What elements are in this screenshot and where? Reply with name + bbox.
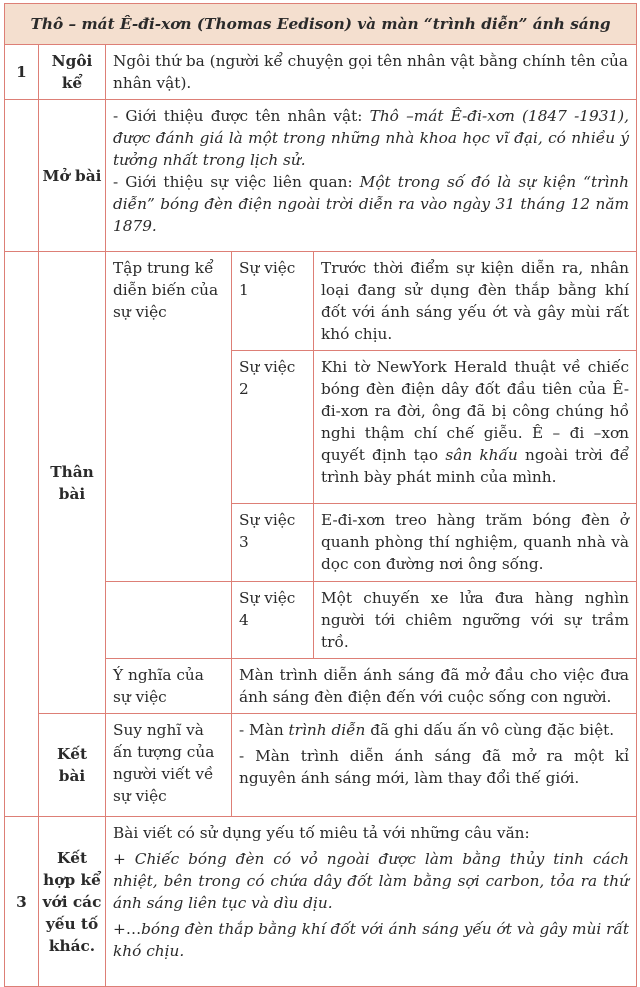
- ket-bai-line1-lead: - Màn: [239, 721, 289, 739]
- row-header-ket-bai: Kết bài: [39, 714, 106, 817]
- empty-focus-cell: [106, 582, 232, 659]
- mo-bai-line2-lead: - Giới thiệu sự việc liên quan:: [113, 173, 360, 191]
- meaning-label: Ý nghĩa của sự việc: [106, 659, 232, 714]
- ket-bai-label: Suy nghĩ và ấn tượng của người viết về sự việc: [106, 714, 232, 817]
- ket-hop-quote-1: + Chiếc bóng đèn có vỏ ngoài được làm bằng thủy tinh cách nhiệt, bên trong có chứa dây đốt làm bằng sợi carbon, tỏa ra thứ ánh sáng liên tục và dìu dịu.: [113, 850, 630, 912]
- ket-bai-content: [232, 714, 637, 817]
- empty-number-cell: [5, 252, 39, 817]
- row-header-than-bai: Thân bài: [39, 252, 106, 714]
- title-row: [5, 4, 637, 45]
- event-text-4: Một chuyến xe lửa đưa hàng nghìn người tới chiêm ngưỡng với sự trầm trồ.: [314, 582, 637, 659]
- summary-table: [4, 3, 637, 987]
- ket-hop-content: [106, 817, 637, 987]
- ket-bai-line2: - Màn trình diễn ánh sáng đã mở ra một kỉ nguyên ánh sáng mới, làm thay đổi thế giới.: [239, 747, 630, 787]
- event-label-2: Sự việc 2: [232, 351, 314, 504]
- mo-bai-line1-italic: Thô –mát Ê-đi-xơn (1847 -1931), được đánh giá là một trong những nhà khoa học vĩ đại, có nhiều ý tưởng nhất trong lịch sử.: [113, 107, 630, 169]
- event-text-2b: ngoài trời để trình bày phát minh của mình.: [321, 446, 630, 486]
- event-label-1: Sự việc 1: [232, 252, 314, 351]
- event-label-4: Sự việc 4: [232, 582, 314, 659]
- empty-number-cell: [5, 100, 39, 252]
- ket-hop-quote-2: [113, 918, 629, 962]
- mo-bai-line1-lead: - Giới thiệu được tên nhân vật:: [113, 107, 370, 125]
- row-mo-bai: [5, 100, 637, 252]
- ket-hop-quote-2-italic: bóng đèn thắp bằng khí đốt với ánh sáng yếu ớt và gây mùi rất khó chịu.: [113, 920, 630, 960]
- mo-bai-line2-italic: Một trong số đó là sự kiện “trình diễn” bóng đèn điện ngoài trời diễn ra vào ngày 31 tháng 12 năm 1879.: [113, 173, 630, 235]
- mo-bai-content: [106, 100, 637, 252]
- event-text-2: [314, 351, 637, 504]
- ket-bai-line1-tail: đã ghi dấu ấn vô cùng đặc biệt.: [365, 721, 615, 739]
- event-text-2-italic: sân khấu: [445, 446, 518, 464]
- ngoi-ke-content: Ngôi thứ ba (người kể chuyện gọi tên nhân vật bằng chính tên của nhân vật).: [106, 45, 637, 100]
- ket-bai-line1: [239, 719, 629, 741]
- ket-hop-quote-2-lead: +…: [113, 920, 142, 938]
- ket-bai-line1-italic: trình diễn: [288, 721, 366, 739]
- row-header-ket-hop: Kết hợp kể với các yếu tố khác.: [39, 817, 106, 987]
- row-number: 3: [5, 817, 39, 987]
- row-number: 1: [5, 45, 39, 100]
- row-header-ngoi-ke: Ngôi kể: [39, 45, 106, 100]
- meaning-text: Màn trình diễn ánh sáng đã mở đầu cho việc đưa ánh sáng đèn điện đến với cuộc sống con người.: [232, 659, 637, 714]
- table-title: Thô – mát Ê-đi-xơn (Thomas Eedison) và màn “trình diễn” ánh sáng: [5, 4, 637, 45]
- ket-hop-intro: Bài viết có sử dụng yếu tố miêu tả với những câu văn:: [113, 824, 530, 842]
- event-text-1: Trước thời điểm sự kiện diễn ra, nhân loại đang sử dụng đèn thắp bằng khí đốt với ánh sáng yếu ớt và gây mùi rất khó chịu.: [314, 252, 637, 351]
- row-header-mo-bai: Mở bài: [39, 100, 106, 252]
- row-ket-hop: [5, 817, 637, 987]
- row-ngoi-ke: [5, 45, 637, 100]
- event-text-2a: Khi tờ NewYork Herald thuật về chiếc bóng đèn điện dây đốt đầu tiên của Ê-đi-xơn ra đời, ông đã bị công chúng hồ nghi thậm chí chế giễu. Ê – đi –xơn quyết định tạo: [321, 358, 630, 464]
- focus-label: Tập trung kể diễn biến của sự việc: [106, 252, 232, 582]
- event-label-3: Sự việc 3: [232, 504, 314, 582]
- event-text-3: E-đi-xơn treo hàng trăm bóng đèn ở quanh phòng thí nghiệm, quanh nhà và dọc con đường nơi ông sống.: [314, 504, 637, 582]
- row-su-viec-1: [5, 252, 637, 351]
- row-ket-bai: [5, 714, 637, 817]
